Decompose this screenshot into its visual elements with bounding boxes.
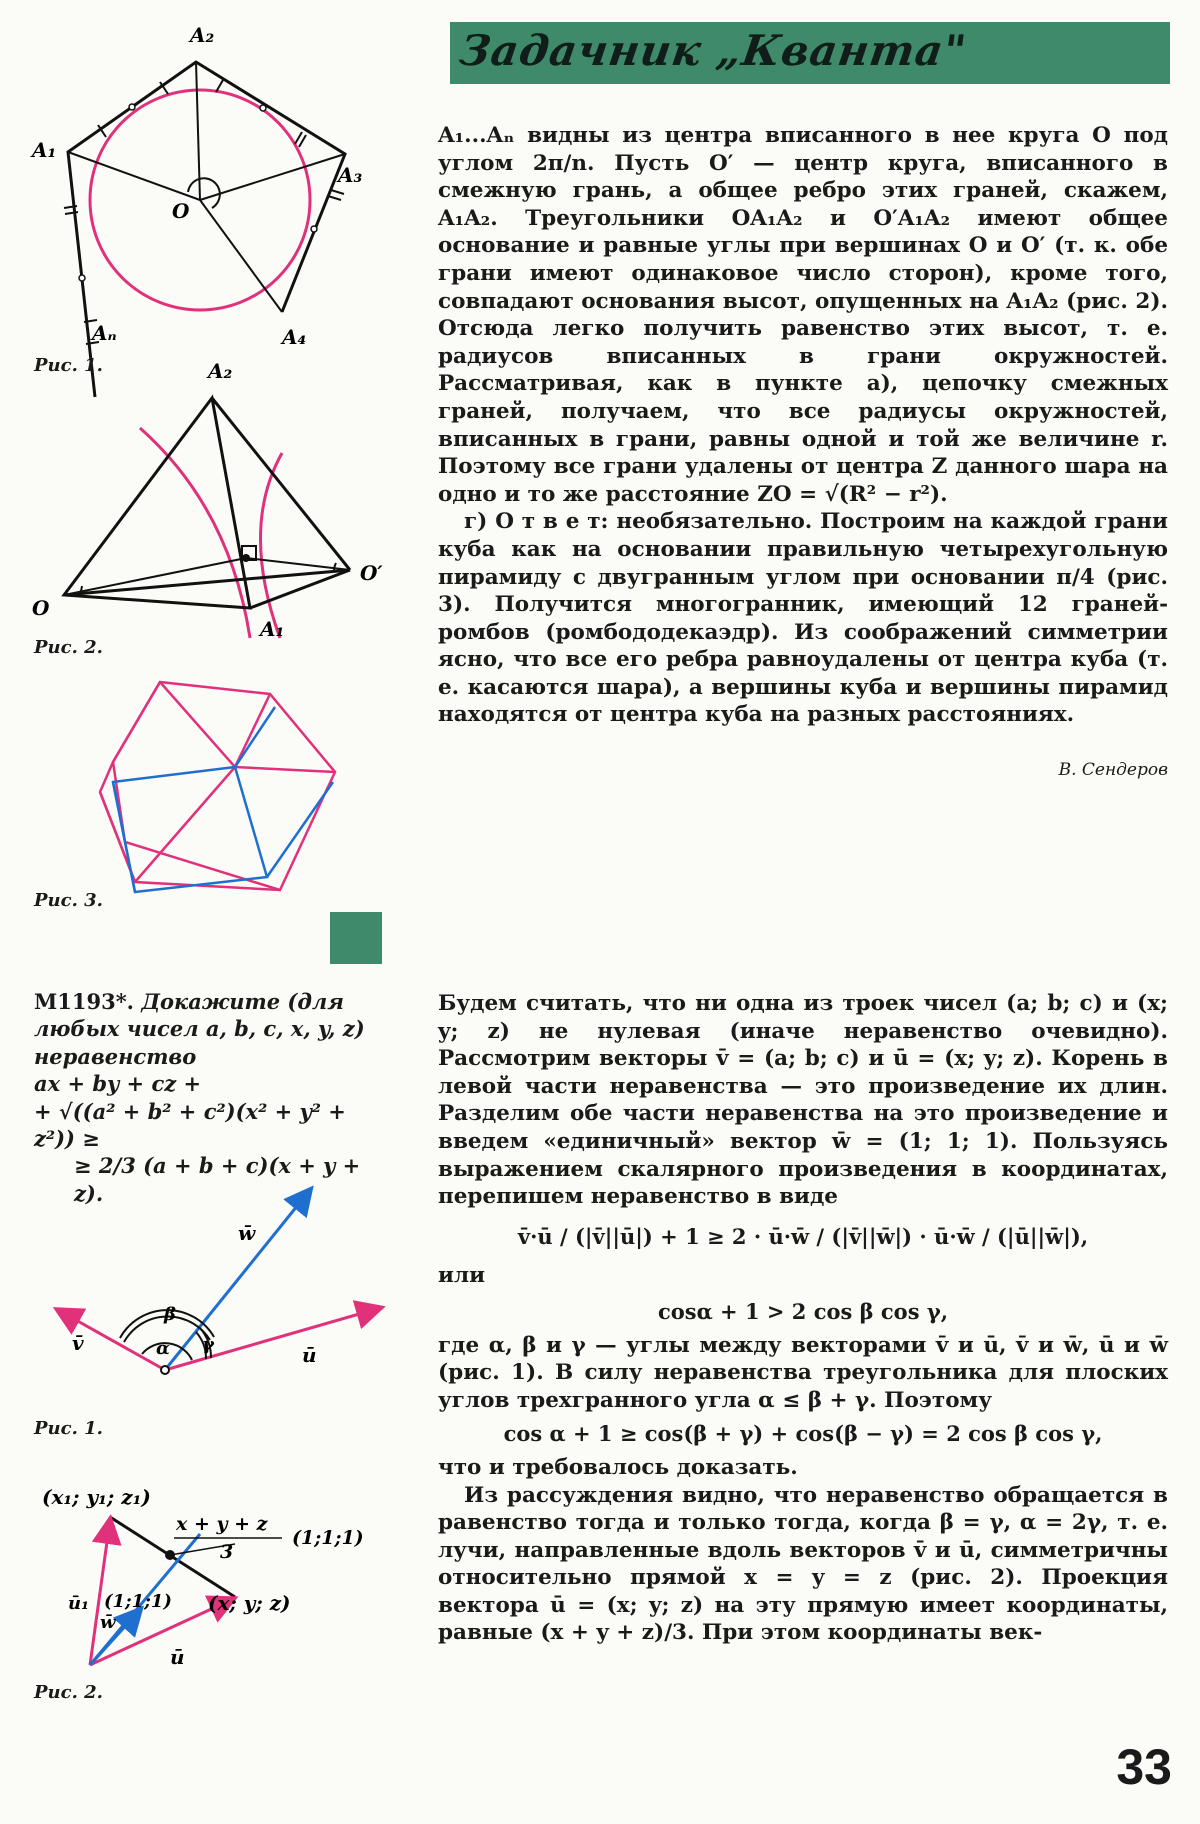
paragraph: г) О т в е т: необязательно. Построим на каждой грани куба как на основании правильную четырехугольную пирамиду с двугранным углом при основании π/4 (рис. 3). Получится многогранник, имеющий 12 граней-ромбов (ромбододекаэдр). Из соображений симметрии ясно, что все его ребра равноудалены от центра куба (т. е. касаются шара), а вершины куба и вершины пирамид находятся от центра куба на разных расстояниях.: [438, 509, 1168, 728]
label-w: w̄: [238, 1221, 256, 1245]
label-frac-den: 3: [220, 1541, 234, 1563]
figure-1-polygon: [20, 22, 363, 362]
section2-text: [438, 990, 1168, 1647]
caption-fig3: Рис. 3.: [34, 890, 103, 911]
caption-vectors-1: Рис. 1.: [34, 1418, 103, 1439]
label-u: ū: [302, 1343, 317, 1367]
or-text: или: [438, 1263, 486, 1289]
label-o: O: [172, 199, 190, 223]
label-v: v̄: [72, 1331, 84, 1355]
label-o-prime: O′: [360, 561, 383, 585]
figure-vectors-1: [30, 1170, 390, 1410]
paragraph: где α, β и γ — углы между векторами v̄ и ū, v̄ и w̄, ū и w̄ (рис. 1). В силу неравенства треугольника для плоских углов трехгранного угла α ≤ β + γ. Поэтому: [438, 1332, 1168, 1413]
label-alpha: α: [156, 1338, 170, 1359]
label-an: Aₙ: [92, 321, 117, 345]
label-right-point: (x; y; z): [208, 1591, 291, 1615]
problem-number: М1193*.: [34, 989, 134, 1014]
label-gamma: γ: [202, 1334, 214, 1355]
figure-2-triangles: [20, 358, 383, 658]
figure-3-polyhedron: [95, 672, 355, 902]
label-mid: (1;1;1): [104, 1591, 172, 1612]
label-o: O: [32, 596, 50, 620]
decorative-square: [330, 912, 382, 964]
signature: В. Сендеров: [1058, 760, 1168, 780]
label-frac-tail: (1;1;1): [292, 1527, 364, 1549]
section1-text: [438, 122, 1168, 729]
paragraph: Будем считать, что ни одна из троек чисел (a; b; c) и (x; y; z) не нулевая (иначе неравенство очевидно). Рассмотрим векторы v̄ = (a; b; c) и ū = (x; y; z). Корень в левой части неравенства — это произведение их длин. Разделим обе части неравенства на это произведение и введем «единичный» вектор w̄ = (1; 1; 1). Пользуясь выражением скалярного произведения в координатах, перепишем неравенство в виде: [438, 991, 1168, 1210]
formula-2: cosα + 1 > 2 cos β cos γ,: [657, 1298, 949, 1324]
caption-fig1: Рис. 1.: [34, 355, 103, 376]
problem-formula-2: + √((a² + b² + c²)(x² + y² + z²)) ≥: [34, 1098, 346, 1152]
label-w: w̄: [100, 1612, 116, 1633]
label-a1: A₁: [260, 617, 285, 641]
caption-vectors-2: Рис. 2.: [34, 1682, 103, 1703]
section-title: Задачник „Кванта": [456, 26, 970, 75]
label-top-point: (x₁; y₁; z₁): [42, 1485, 151, 1509]
label-a2: A₂: [208, 359, 233, 383]
label-u: ū: [170, 1645, 185, 1669]
formula-1: v̄·ū / (|v̄||ū|) + 1 ≥ 2 · ū·w̄ / (|v̄||w̄|) · ū·w̄ / (|ū||w̄|),: [517, 1223, 1089, 1249]
label-frac-num: x + y + z: [176, 1513, 268, 1535]
paragraph: A₁...Aₙ видны из центра вписанного в нее круга O под углом 2π/n. Пусть O′ — центр круга, вписанного в смежную грань, а общее ребро этих граней, скажем, A₁A₂. Треугольники OA₁A₂ и O′A₁A₂ имеют общее основание и равные углы при вершинах O и O′ (т. к. обе грани имеют одинаковое число сторон), кроме того, совпадают основания высот, опущенных на A₁A₂ (рис. 2). Отсюда легко получить равенство этих высот, т. е. радиусов вписанных в грани окружностей. Рассматривая, как в пункте а), цепочку смежных граней, получаем, что все радиусы окружностей, вписанных в грани, равны одной и той же величине r. Поэтому все грани удалены от центра Z данного шара на одно и то же расстояние ZO = √(R² − r²).: [438, 123, 1168, 507]
problem-formula-1: ax + by + cz +: [34, 1071, 202, 1097]
label-a1: A₁: [32, 138, 57, 162]
figure-vectors-2: [30, 1482, 390, 1682]
problem-text: Докажите (для любых чисел a, b, c, x, y, z) неравенство: [34, 989, 365, 1069]
label-a2: A₂: [190, 23, 215, 47]
problem-formula-3: ≥ 2/3 (a + b + c)(x + y + z).: [74, 1153, 361, 1206]
paragraph: Из рассуждения видно, что неравенство обращается в равенство тогда и только тогда, когда β = γ, α = 2γ, т. е. лучи, направленные вдоль векторов v̄ и ū, симметричны относительно прямой x = y = z (рис. 2). Проекция вектора ū = (x; y; z) на эту прямую имеет координаты, равные (x + y + z)/3. При этом координаты век-: [438, 1482, 1168, 1646]
formula-3: cos α + 1 ≥ cos(β + γ) + cos(β − γ) = 2 cos β cos γ,: [503, 1421, 1103, 1447]
label-a3: A₃: [338, 163, 363, 187]
label-a4: A₄: [282, 325, 307, 349]
label-u1: ū₁: [68, 1593, 89, 1614]
paragraph: что и требовалось доказать.: [438, 1454, 798, 1480]
caption-fig2: Рис. 2.: [34, 637, 103, 658]
label-beta: β: [164, 1304, 176, 1325]
page-number: 33: [1116, 1739, 1172, 1795]
